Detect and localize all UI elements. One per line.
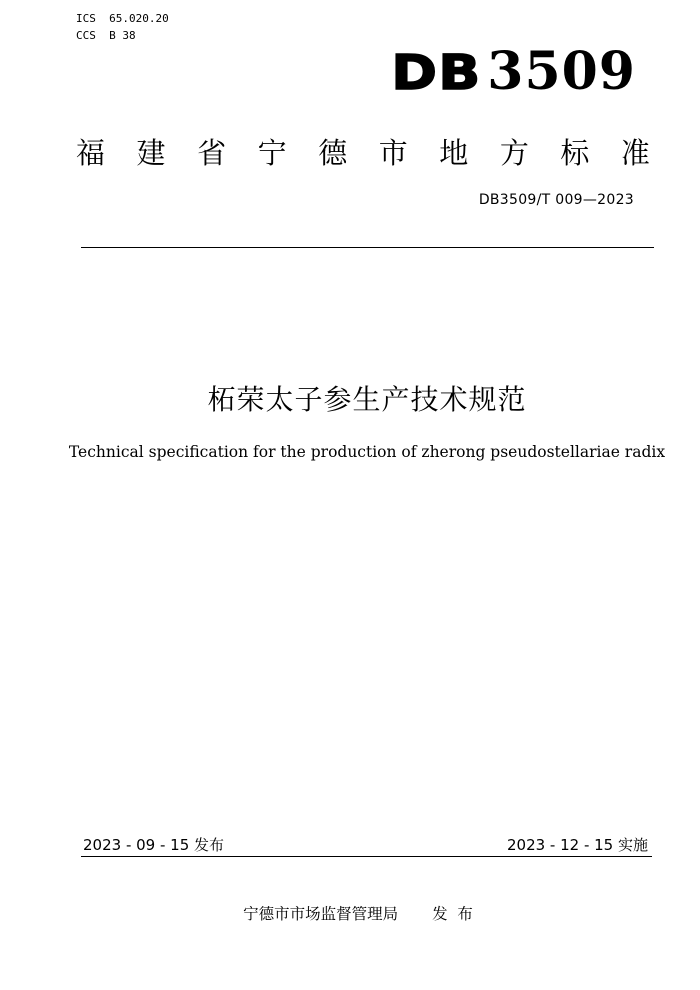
heading-char: 福 <box>76 136 106 170</box>
issuer-action: 发 布 <box>432 905 473 923</box>
ccs-code: CCS B 38 <box>76 29 136 42</box>
top-divider <box>81 247 654 248</box>
heading-char: 市 <box>378 136 408 170</box>
heading-char: 地 <box>439 136 469 170</box>
standard-type-heading <box>76 133 650 173</box>
implementation-date: 2023 - 12 - 15 实施 <box>506 836 648 854</box>
issuer-name: 宁德市市场监督管理局 <box>243 905 399 923</box>
logo-prefix: DB <box>391 45 482 101</box>
heading-char: 准 <box>620 136 650 170</box>
ics-code: ICS 65.020.20 <box>76 12 169 25</box>
bottom-divider <box>81 856 652 857</box>
heading-char: 标 <box>560 136 590 170</box>
heading-char: 建 <box>136 136 166 170</box>
logo-number: 3509 <box>487 41 636 102</box>
publish-date: 2023 - 09 - 15 发布 <box>83 836 225 854</box>
classification-codes <box>76 10 169 44</box>
heading-char: 德 <box>318 136 348 170</box>
heading-char: 宁 <box>257 136 287 170</box>
standard-number: DB3509/T 009—2023 <box>478 192 634 208</box>
issuer-line <box>0 903 700 925</box>
heading-char: 省 <box>197 136 227 170</box>
document-title-english: Technical specification for the production of zherong pseudostellariae radix <box>68 443 666 461</box>
document-title-chinese: 柘荣太子参生产技术规范 <box>207 383 527 416</box>
standard-logo <box>391 41 636 103</box>
heading-char: 方 <box>499 136 529 170</box>
